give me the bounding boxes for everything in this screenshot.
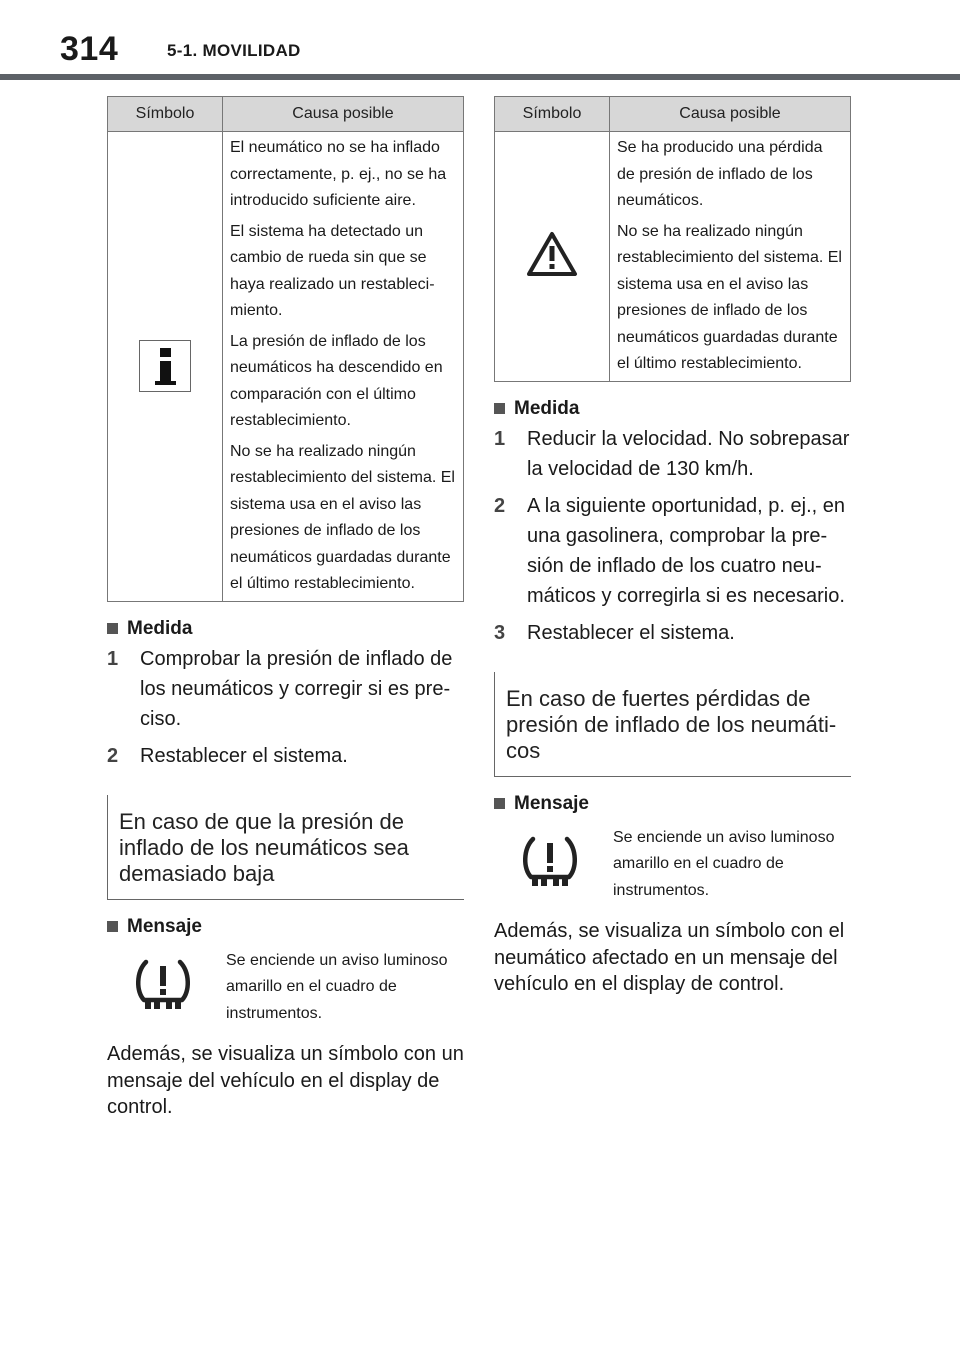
cause-text: El neumático no se ha inflado correctamente, p. ej., no se ha introducido suficiente aire. xyxy=(230,139,447,209)
left-column xyxy=(107,96,464,1121)
message-row xyxy=(107,948,464,1028)
column-header-symbol: Símbolo xyxy=(495,97,610,132)
step-text: Restablecer el sistema. xyxy=(140,744,348,767)
step-item xyxy=(107,741,464,771)
medida-title: Medida xyxy=(514,397,580,419)
step-item xyxy=(494,491,851,611)
symbol-cell xyxy=(495,132,610,382)
column-header-cause: Causa posible xyxy=(610,97,851,132)
message-paragraph: Además, se visualiza un símbolo con el neumático afectado en un mensaje del vehículo en el display de control. xyxy=(494,920,845,995)
section-heading: En caso de que la presión de inflado de los neumáticos sea demasiado baja xyxy=(107,795,464,900)
page-number: 314 xyxy=(60,30,119,68)
cause-text: La presión de inflado de los neumáticos ha descendido en comparación con el último restablecimiento. xyxy=(230,332,443,429)
section-title: 5-1. MOVILIDAD xyxy=(167,41,301,60)
tire-pressure-warning-icon xyxy=(107,956,219,1019)
cause-text: No se ha realizado ningún restablecimiento del sistema. El sistema usa en el aviso las presiones de inflado de los neumáticos guardadas durante el último restablecimiento. xyxy=(617,222,842,372)
message-text: Se enciende un aviso luminoso amarillo en el cuadro de instrumentos. xyxy=(226,951,448,1022)
mensaje-heading xyxy=(494,791,851,817)
step-item xyxy=(107,644,464,734)
square-bullet-icon xyxy=(494,403,505,414)
square-bullet-icon xyxy=(107,623,118,634)
medida-title: Medida xyxy=(127,617,193,639)
medida-heading xyxy=(107,616,464,642)
step-text: Comprobar la presión de inflado de los neumáticos y corregir si es preciso. xyxy=(140,647,453,730)
cause-text: El sistema ha detectado un cambio de rueda sin que se haya realizado un restablecimiento. xyxy=(230,222,435,319)
step-number: 1 xyxy=(107,647,119,670)
warning-triangle-icon xyxy=(526,264,578,281)
medida-heading xyxy=(494,396,851,422)
medida-steps xyxy=(494,424,851,648)
cause-cell xyxy=(610,132,851,382)
square-bullet-icon xyxy=(107,921,118,932)
step-number: 2 xyxy=(107,744,119,767)
step-number: 3 xyxy=(494,621,506,644)
mensaje-title: Mensaje xyxy=(514,792,589,814)
message-text: Se enciende un aviso luminoso amarillo en el cuadro de instrumentos. xyxy=(613,828,835,899)
step-item xyxy=(494,618,851,648)
mensaje-heading xyxy=(107,914,464,940)
step-text: Restablecer el sistema. xyxy=(527,621,735,644)
step-item xyxy=(494,424,851,484)
column-header-symbol: Símbolo xyxy=(108,97,223,132)
tire-pressure-warning-icon xyxy=(494,833,606,896)
column-header-cause: Causa posible xyxy=(223,97,464,132)
step-text: Reducir la velocidad. No sobrepasar la velocidad de 130 km/h. xyxy=(527,427,850,480)
step-number: 2 xyxy=(494,494,506,517)
mensaje-title: Mensaje xyxy=(127,915,202,937)
message-row xyxy=(494,825,851,905)
cause-cell xyxy=(223,132,464,602)
symbol-cause-table xyxy=(107,96,464,602)
right-column xyxy=(494,96,851,998)
medida-steps xyxy=(107,644,464,771)
section-heading: En caso de fuertes pérdidas de presión de inflado de los neumáticos xyxy=(494,672,851,777)
symbol-cell xyxy=(108,132,223,602)
header-divider xyxy=(0,74,960,80)
message-paragraph: Además, se visualiza un símbolo con un mensaje del vehículo en el display de control. xyxy=(107,1043,464,1118)
info-icon xyxy=(139,340,191,392)
step-text: A la siguiente oportunidad, p. ej., en una gasolinera, comprobar la presión de inflado de los cuatro neumáticos y corregirla si es necesario. xyxy=(527,494,846,607)
step-number: 1 xyxy=(494,427,506,450)
square-bullet-icon xyxy=(494,798,505,809)
cause-text: No se ha realizado ningún restablecimiento del sistema. El sistema usa en el aviso las presiones de inflado de los neumáticos guardadas durante el último restablecimiento. xyxy=(230,442,455,592)
cause-text: Se ha producido una pérdida de presión de inflado de los neumáticos. xyxy=(617,139,823,209)
symbol-cause-table xyxy=(494,96,851,382)
